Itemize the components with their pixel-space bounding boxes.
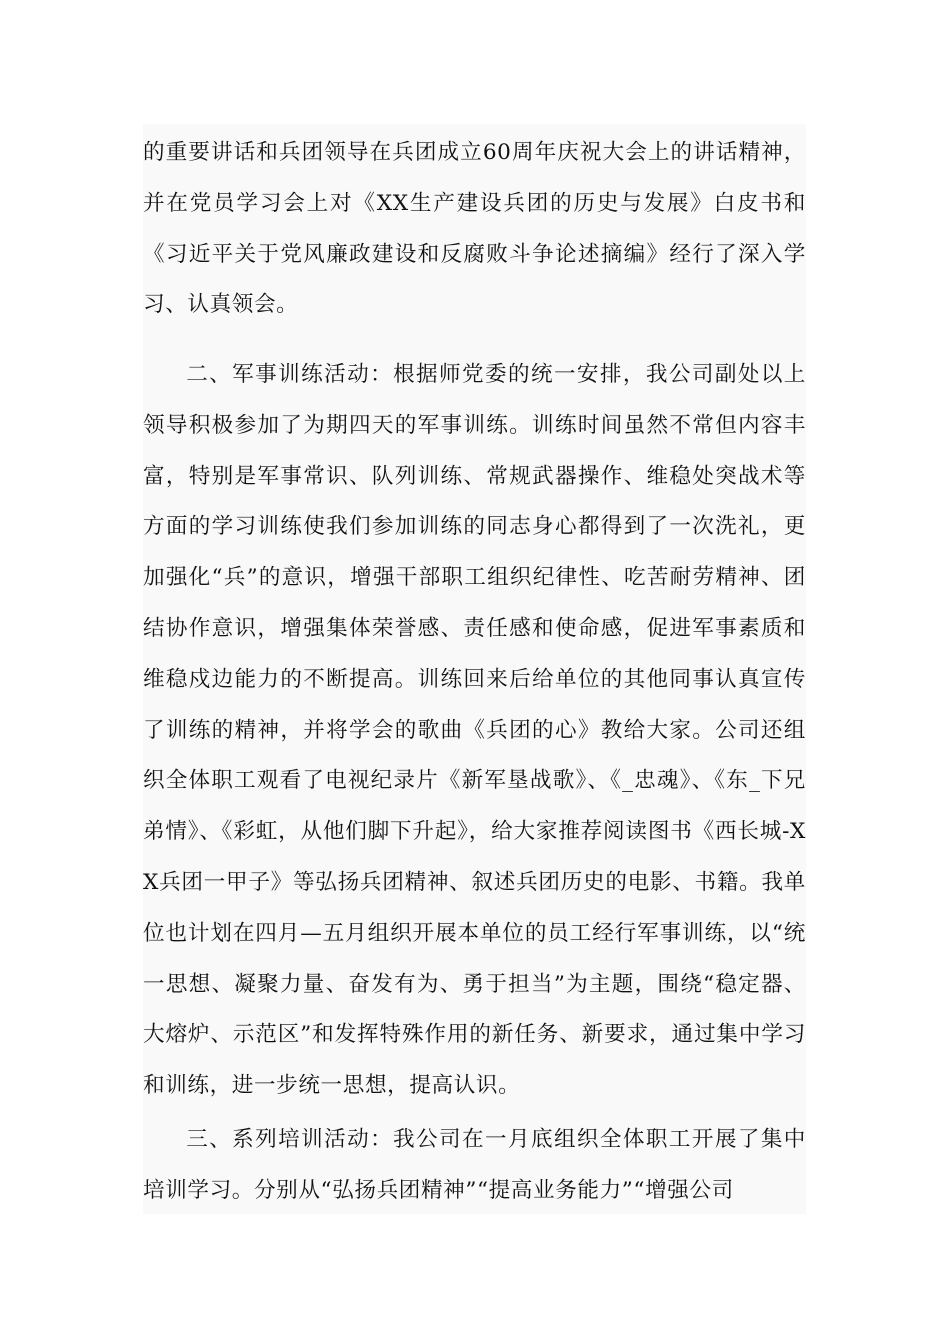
paragraph-political-study: 的重要讲话和兵团领导在兵团成立60周年庆祝大会上的讲话精神，并在党员学习会上对《XX生产建设兵团的历史与发展》白皮书和《习近平关于党风廉政建设和反腐败斗争论述摘编》经行了深入学习、认真领会。 xyxy=(143,140,806,318)
paragraph-military-training: 二、军事训练活动：根据师党委的统一安排，我公司副处以上领导积极参加了为期四天的军事训练。训练时间虽然不常但内容丰富，特别是军事常识、队列训练、常规武器操作、维稳处突战术等方面的学习训练使我们参加训练的同志身心都得到了一次洗礼，更加强化“兵”的意识，增强干部职工组织纪律性、吃苦耐劳精神、团结协作意识，增强集体荣誉感、责任感和使命感，促进军事素质和维稳戍边能力的不断提高。训练回来后给单位的其他同事认真宣传了训练的精神，并将学会的歌曲《兵团的心》教给大家。公司还组织全体职工观看了电视纪录片《新军垦战歌》、《_忠魂》、《东_下兄弟情》、《彩虹，从他们脚下升起》，给大家推荐阅读图书《西长城-XX兵团一甲子》等弘扬兵团精神、叙述兵团历史的电影、书籍。我单位也计划在四月—五月组织开展本单位的员工经行军事训练，以“统一思想、凝聚力量、奋发有为、勇于担当”为主题，围绕“稳定器、大熔炉、示范区”和发挥特殊作用的新任务、新要求，通过集中学习和训练，进一步统一思想，提高认识。 xyxy=(143,362,806,1099)
paragraph-training-series: 三、系列培训活动：我公司在一月底组织全体职工开展了集中培训学习。分别从“弘扬兵团精神”“提高业务能力”“增强公司 xyxy=(143,1127,806,1203)
